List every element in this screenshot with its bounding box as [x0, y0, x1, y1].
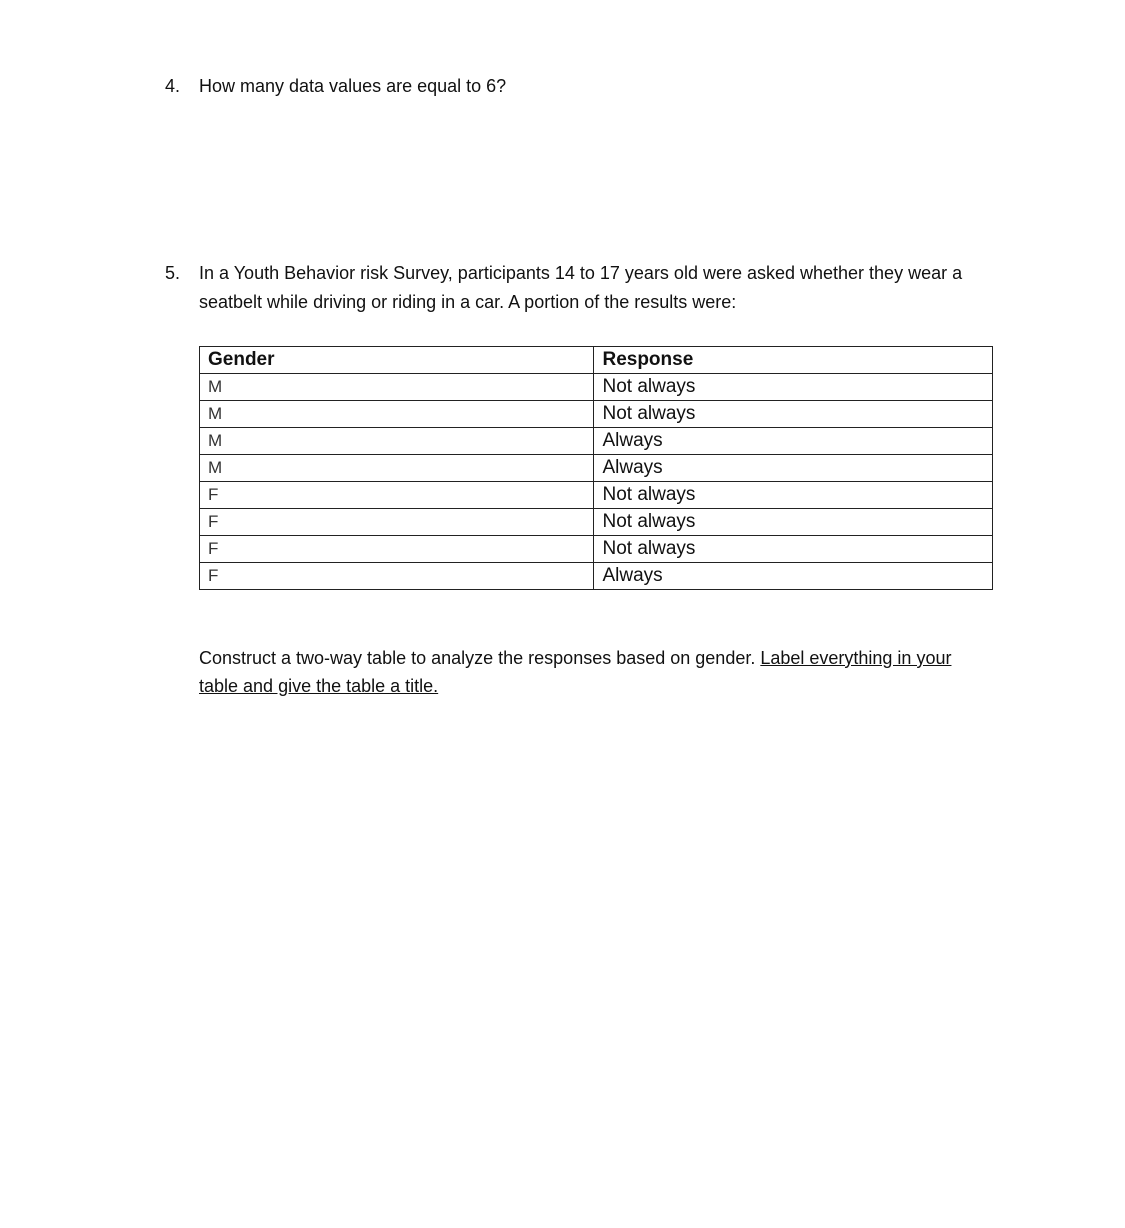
response-cell: Not always: [594, 536, 993, 563]
table-row: [200, 509, 993, 536]
gender-cell: M: [200, 374, 594, 401]
table-row: [200, 401, 993, 428]
response-cell: Not always: [594, 509, 993, 536]
question-5-text: In a Youth Behavior risk Survey, participants 14 to 17 years old were asked whether they wear a seatbelt while driving or riding in a car. A portion of the results were:: [199, 263, 963, 312]
gender-cell: F: [200, 509, 594, 536]
table-row: [200, 563, 993, 590]
table-header-row: [200, 347, 993, 374]
response-cell: Not always: [594, 401, 993, 428]
table-row: [200, 374, 993, 401]
gender-cell: M: [200, 401, 594, 428]
response-header: Response: [594, 347, 993, 374]
response-cell: Not always: [594, 482, 993, 509]
response-cell: Always: [594, 563, 993, 590]
gender-header: Gender: [200, 347, 594, 374]
response-cell: Always: [594, 455, 993, 482]
gender-cell: F: [200, 563, 594, 590]
survey-results-table: [199, 346, 993, 590]
question-5: [165, 259, 995, 319]
instruction-text: Construct a two-way table to analyze the responses based on gender.: [199, 648, 761, 668]
table-row: [200, 482, 993, 509]
gender-cell: F: [200, 536, 594, 563]
gender-cell: M: [200, 455, 594, 482]
table-row: [200, 428, 993, 455]
instruction-underlined-text: Label everything in your table and give the table a title.: [199, 648, 952, 696]
instruction-paragraph: [199, 644, 989, 700]
response-cell: Always: [594, 428, 993, 455]
question-5-number: 5.: [165, 263, 181, 283]
gender-cell: F: [200, 482, 594, 509]
table-row: [200, 455, 993, 482]
response-cell: Not always: [594, 374, 993, 401]
table-row: [200, 536, 993, 563]
question-4-number: 4.: [165, 76, 181, 96]
question-4: [165, 72, 985, 102]
gender-cell: M: [200, 428, 594, 455]
question-4-text: How many data values are equal to 6?: [199, 76, 507, 96]
